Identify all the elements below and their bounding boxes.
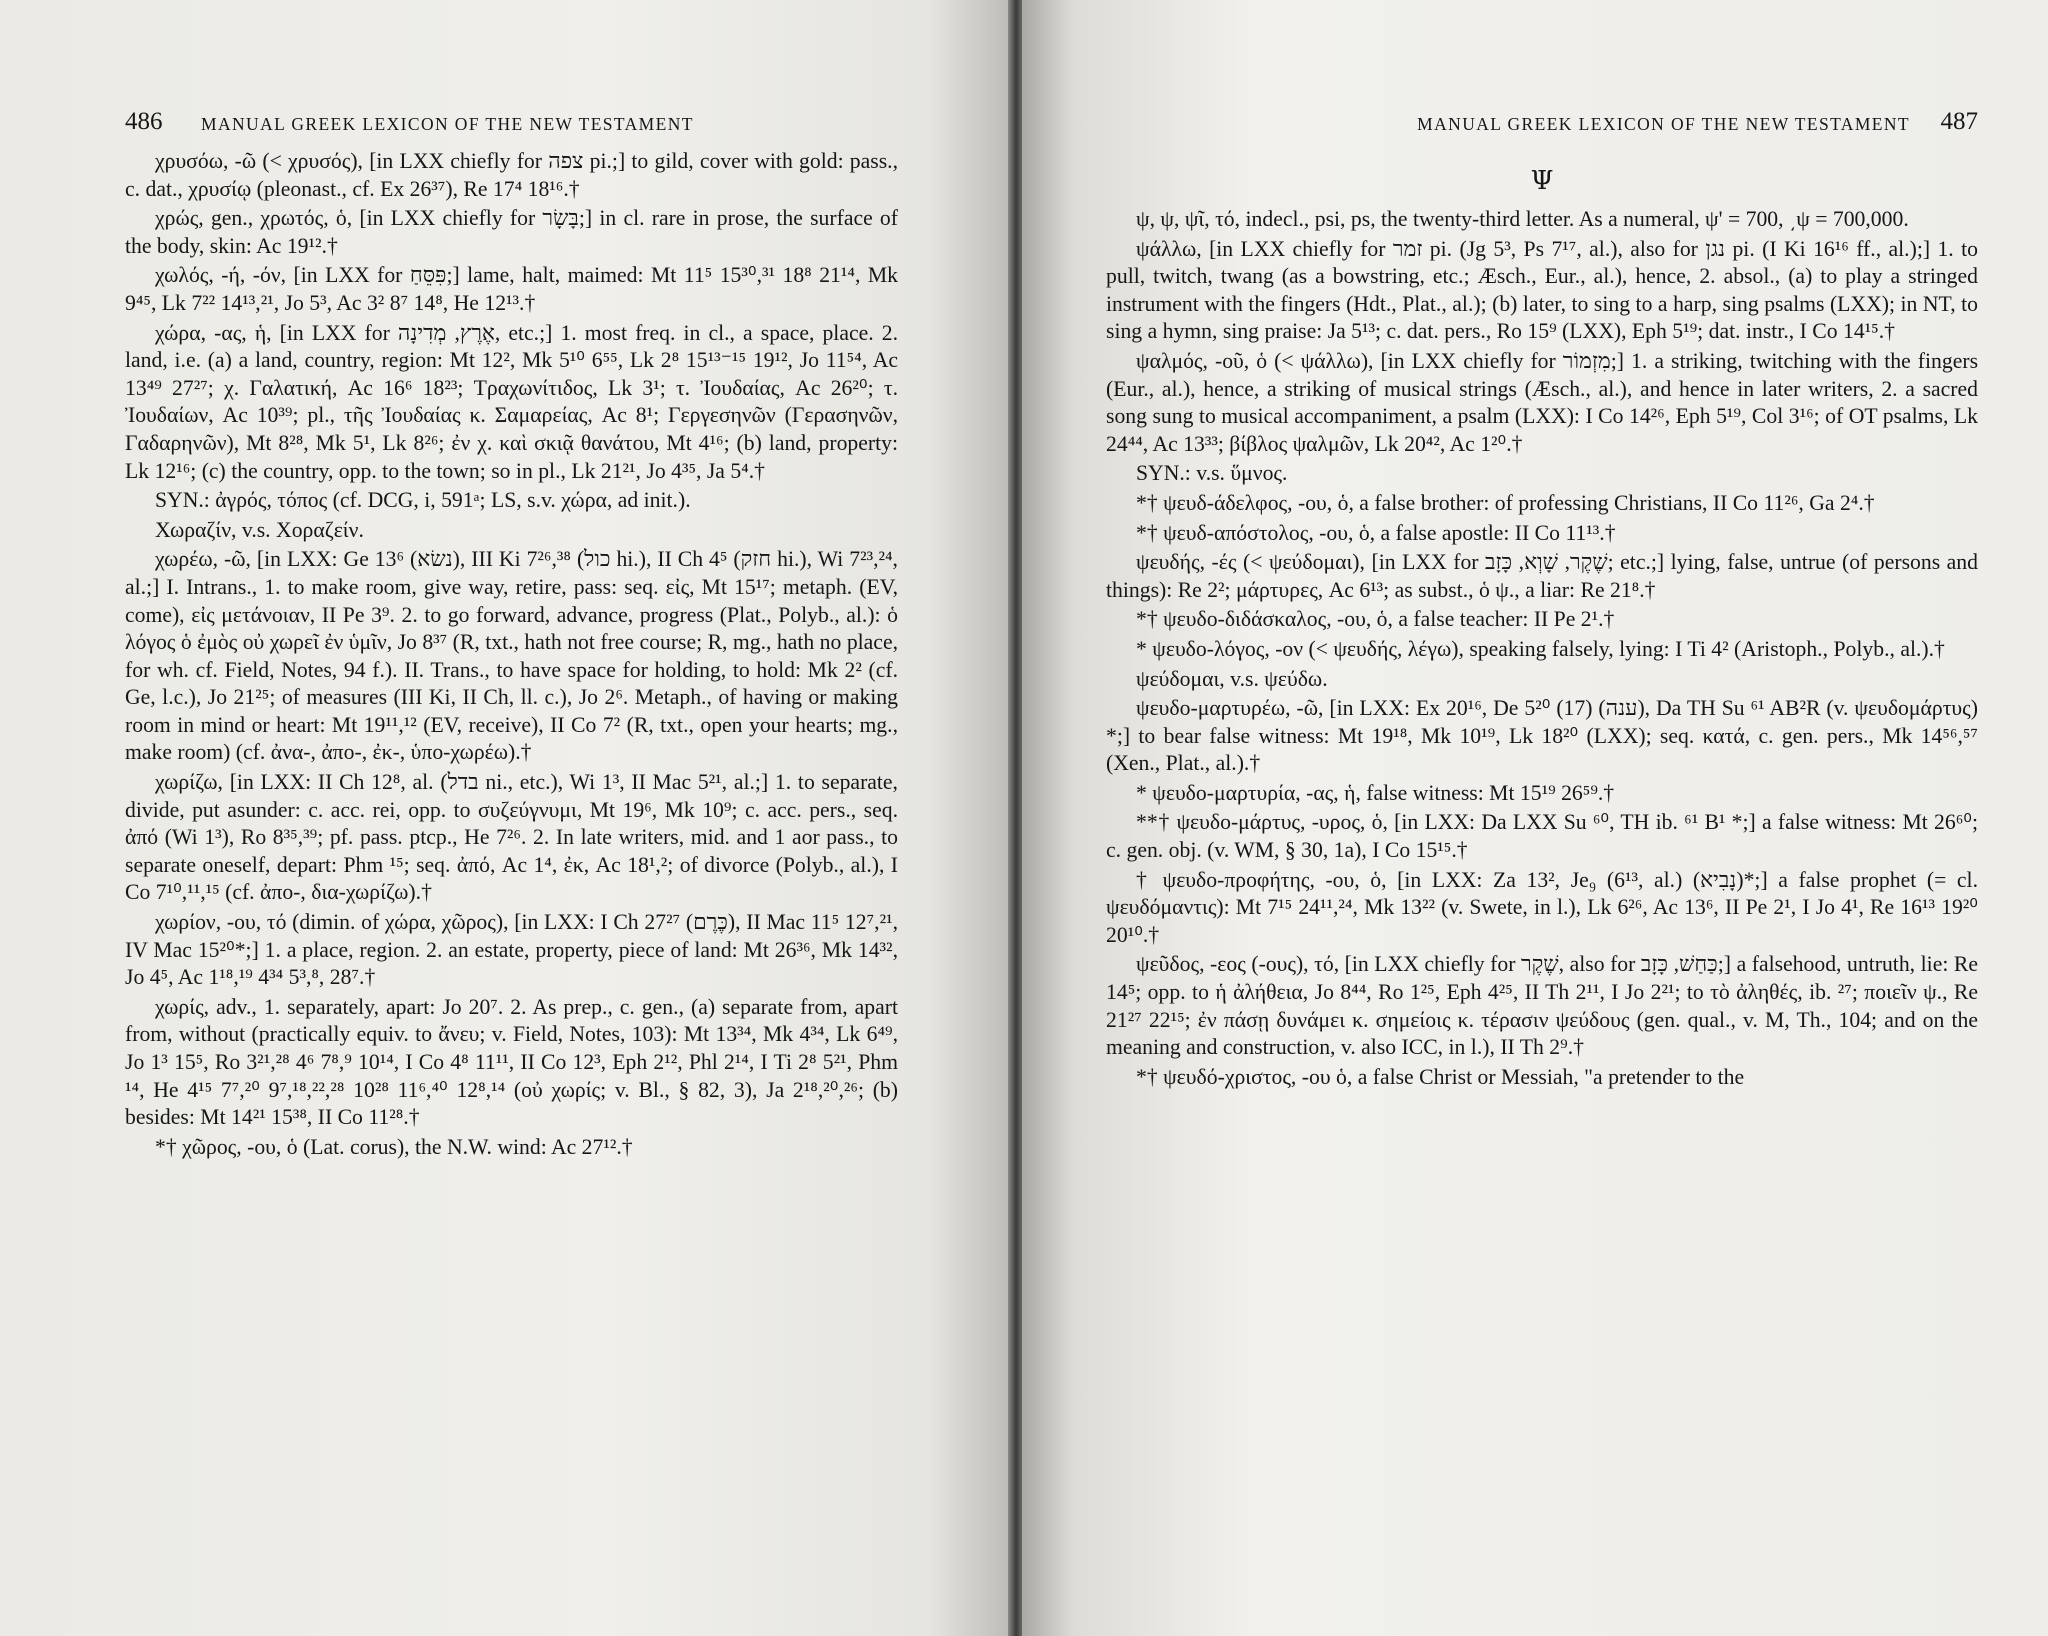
lexicon-entry: **† ψευδο-μάρτυς, -υρος, ὁ, [in LXX: Da LXX Su ⁶⁰, TH ib. ⁶¹ B¹ *;] a false witness: Mt 26⁶⁰; c. gen. obj. (v. WM, § 30, 1a), I Co 15¹⁵.† [1106, 810, 1978, 863]
lexicon-entry: *† ψευδ-απόστολος, -ου, ὁ, a false apostle: II Co 11¹³.† [1136, 520, 1616, 545]
lexicon-entry: ψευδο-μαρτυρέω, -ῶ, [in LXX: Ex 20¹⁶, De 5²⁰ (17) (ענה), Da TH Su ⁶¹ AB²R (v. ψευδομάρτυς) *;] to bear false witness: Mt 19¹⁸, Mk 10¹⁹, Lk 18²⁰ (LXX); seq. κατά, c. gen. pers., Mk 14⁵⁶,⁵⁷ (Xen., Plat., al.).† [1106, 696, 1978, 776]
lexicon-entry: χρυσόω, -ῶ (< χρυσός), [in LXX chiefly for צפה pi.;] to gild, cover with gold: pass., c. dat., χρυσίῳ (pleonast., cf. Ex 26³⁷), Re 17⁴ 18¹⁶.† [125, 149, 899, 201]
lexicon-entry: ψάλλω, [in LXX chiefly for זמר pi. (Jg 5³, Ps 7¹⁷, al.), also for נגן pi. (I Ki 16¹⁶ ff., al.);] 1. to pull, twitch, twang (as a bowstring, etc.; Æsch., Eur., al.), hence, 2. absol., (a) to play a stringed instrument with the fingers (Hdt., Plat., al.); (b) later, to sing to a harp, sing psalms (LXX); in NT, to sing a hymn, sing praise: Ja 5¹³; c. dat. pers., Ro 15⁹ (LXX), Eph 5¹⁹; dat. instr., I Co 14¹⁵.† [1106, 236, 1978, 344]
lexicon-entry: * ψευδο-μαρτυρία, -ας, ἡ, false witness: Mt 15¹⁹ 26⁵⁹.† [1136, 780, 1615, 805]
left-page [0, 0, 1010, 1636]
section-letter: Ψ [1530, 166, 1554, 196]
page-number: 487 [1940, 108, 1978, 135]
right-page-body [1106, 206, 1978, 1091]
lexicon-entry: χωρίς, adv., 1. separately, apart: Jo 20⁷. 2. As prep., c. gen., (a) separate from, apart from, without (practically equiv. to ἄνευ; v. Field, Notes, 103): Mt 13³⁴, Mk 4³⁴, Lk 6⁴⁹, Jo 1³ 15⁵, Ro 3²¹,²⁸ 4⁶ 7⁸,⁹ 10¹⁴, I Co 4⁸ 11¹¹, II Co 12³, Eph 2¹², Phl 2¹⁴, I Ti 2⁸ 5²¹, Phm ¹⁴, He 4¹⁵ 7⁷,²⁰ 9⁷,¹⁸,²²,²⁸ 10²⁸ 11⁶,⁴⁰ 12⁸,¹⁴ (οὐ χωρίς; v. Bl., § 82, 3), Ja 2¹⁸,²⁰,²⁶; (b) besides: Mt 14²¹ 15³⁸, II Co 11²⁸.† [125, 994, 898, 1130]
page-number: 486 [125, 108, 163, 135]
lexicon-entry: ψεῦδος, -εος (-ους), τό, [in LXX chiefly for שֶׁקֶר, also for כַּחַשׁ, כָּזָב;] a falsehood, untruth, lie: Re 14⁵; opp. to ἡ ἀλήθεια, Jo 8⁴⁴, Ro 1²⁵, Eph 4²⁵, II Th 2¹¹, I Jo 2²¹; to τὸ ἀληθές, ib. ²⁷; ποιεῖν ψ., Re 21²⁷ 22¹⁵; ἐν πάσῃ δυνάμει κ. σημείοις κ. τέρασιν ψεύδους (gen. qual., v. M, Th., 104; and on the meaning and construction, v. also ICC, in l.), II Th 2⁹.† [1106, 952, 1978, 1060]
synonym-note: SYN.: v.s. ὕμνος. [1136, 461, 1288, 486]
left-page-header [125, 108, 898, 148]
lexicon-entry: *† ψευδ-άδελφος, -ου, ὁ, a false brother: of professing Christians, II Co 11²⁶, Ga 2⁴.† [1136, 490, 1875, 515]
lexicon-entry: ψ, ψ, ψῖ, τό, indecl., psi, ps, the twenty-third letter. As a numeral, ψ' = 700, ͵ψ = 700,000. [1136, 207, 1909, 231]
lexicon-entry: † ψευδο-προφήτης, -ου, ὁ, [in LXX: Za 13², Je₉ (6¹³, al.) (נָבִיא)*;] a false prophet (= cl. ψευδόμαντις): Mt 7¹⁵ 24¹¹,²⁴, Mk 13²² (v. Swete, in l.), Lk 6²⁶, Ac 13⁶, II Pe 2¹, I Jo 4¹, Re 16¹³ 19²⁰ 20¹⁰.† [1106, 867, 1978, 947]
lexicon-entry: χωρίον, -ου, τό (dimin. of χώρα, χῶρος), [in LXX: I Ch 27²⁷ (כֶּרֶם), II Mac 11⁵ 12⁷,²¹, IV Mac 15²⁰*;] 1. a place, region. 2. an estate, property, piece of land: Mt 26³⁶, Mk 14³², Jo 4⁵, Ac 1¹⁸,¹⁹ 4³⁴ 5³,⁸, 28⁷.† [125, 910, 898, 990]
right-page-header [1106, 108, 1978, 148]
lexicon-entry: *† χῶρος, -ου, ὁ (Lat. corus), the N.W. wind: Ac 27¹².† [155, 1134, 633, 1159]
lexicon-entry: ψευδής, -ές (< ψεύδομαι), [in LXX for שֶׁקֶר, שָׁוְא, כָּזָב; etc.;] lying, false, untrue (of persons and things): Re 2²; μάρτυρες, Ac 6¹³; as subst., ὁ ψ., a liar: Re 21⁸.† [1106, 550, 1978, 602]
lexicon-entry: ψεύδομαι, v.s. ψεύδω. [1136, 666, 1328, 691]
lexicon-entry: χωρίζω, [in LXX: II Ch 12⁸, al. (בדל ni., etc.), Wi 1³, II Mac 5²¹, al.;] 1. to separate, divide, put asunder: c. acc. rei, opp. to συζεύγνυμι, Mt 19⁶, Mk 10⁹; c. acc. pers., seq. ἀπό (Wi 1³), Ro 8³⁵,³⁹; pf. pass. ptcp., He 7²⁶. 2. In late writers, mid. and 1 aor pass., to separate oneself, depart: Phm ¹⁵; seq. ἀπό, Ac 1⁴, ἐκ, Ac 18¹,²; of divorce (Polyb., al.), I Co 7¹⁰,¹¹,¹⁵ (cf. ἀπο-, δια-χωρίζω).† [125, 770, 898, 905]
lexicon-entry: *† ψευδο-διδάσκαλος, -ου, ὁ, a false teacher: II Pe 2¹.† [1136, 607, 1615, 632]
running-title: MANUAL GREEK LEXICON OF THE NEW TESTAMENT [1417, 114, 1910, 134]
lexicon-entry: χώρα, -ας, ἡ, [in LXX for אֶרֶץ, מְדִינָה, etc.;] 1. most freq. in cl., a space, place. 2. land, i.e. (a) a land, country, region: Mt 12², Mk 5¹⁰ 6⁵⁵, Lk 2⁸ 15¹³⁻¹⁵ 19¹², Jo 11⁵⁴, Ac 13⁴⁹ 27²⁷; χ. Γαλατική, Ac 16⁶ 18²³; Τραχωνίτιδος, Lk 3¹; τ. Ἰουδαίας, Ac 26²⁰; τ. Ἰουδαίων, Ac 10³⁹; pl., τῆς Ἰουδαίας κ. Σαμαρείας, Ac 8¹; Γεργεσηνῶν (Γερασηνῶν, Γαδαρηνῶν), Mt 8²⁸, Mk 5¹, Lk 8²⁶; ἐν χ. καὶ σκιᾷ θανάτου, Mt 4¹⁶; (b) land, property: Lk 12¹⁶; (c) the country, opp. to the town; so in pl., Lk 21²¹, Jo 4³⁵, Ja 5⁴.† [125, 320, 898, 483]
lexicon-entry: χρώς, gen., χρωτός, ὁ, [in LXX chiefly for בָּשָׂר;] in cl. rare in prose, the surface of the body, skin: Ac 19¹².† [125, 206, 898, 258]
lexicon-entry: ψαλμός, -οῦ, ὁ (< ψάλλω), [in LXX chiefly for מִזְמוֹר;] 1. a striking, twitching with the fingers (Eur., al.), hence, a striking of musical strings (Æsch., al.), and hence in later writers, 2. a sacred song sung to musical accompaniment, a psalm (LXX): I Co 14²⁶, Eph 5¹⁹, Col 3¹⁶; of OT psalms, Lk 24⁴⁴, Ac 13³³; βίβλος ψαλμῶν, Lk 20⁴², Ac 1²⁰.† [1106, 348, 1979, 456]
running-title: MANUAL GREEK LEXICON OF THE NEW TESTAMENT [201, 114, 694, 134]
lexicon-entry: χωλός, -ή, -όν, [in LXX for פִּסֵּחַ;] lame, halt, maimed: Mt 11⁵ 15³⁰,³¹ 18⁸ 21¹⁴, Mk 9⁴⁵, Lk 7²² 14¹³,²¹, Jo 5³, Ac 3² 8⁷ 14⁸, He 12¹³.† [125, 263, 898, 315]
left-page-body [125, 148, 898, 1161]
lexicon-entry: * ψευδο-λόγος, -ον (< ψευδής, λέγω), speaking falsely, lying: I Ti 4² (Aristoph., Polyb., al.).† [1136, 636, 1945, 661]
lexicon-entry: Χωραζίν, v.s. Χοραζείν. [155, 517, 364, 542]
right-page [1022, 0, 2048, 1636]
synonym-note: SYN.: ἀγρός, τόπος (cf. DCG, i, 591ᵃ; LS, s.v. χώρα, ad init.). [155, 488, 691, 513]
lexicon-entry: *† ψευδό-χριστος, -ου ὁ, a false Christ or Messiah, "a pretender to the [1136, 1064, 1745, 1089]
lexicon-entry: χωρέω, -ῶ, [in LXX: Ge 13⁶ (נשׂא), III Ki 7²⁶,³⁸ (כול hi.), II Ch 4⁵ (חזק hi.), Wi 7²³,²⁴, al.;] I. Intrans., 1. to make room, give way, retire, pass: seq. εἰς, Mt 15¹⁷; metaph. (EV, come), εἰς μετάνοιαν, II Pe 3⁹. 2. to go forward, advance, progress (Plat., Polyb., al.): ὁ λόγος ὁ ἐμὸς οὐ χωρεῖ ἐν ὑμῖν, Jo 8³⁷ (R, txt., hath not free course; R, mg., hath no place, for wh. cf. Field, Notes, 94 f.). II. Trans., to have space for holding, to hold: Mk 2² (cf. Ge, l.c.), Jo 21²⁵; of measures (III Ki, II Ch, ll. c.), Jo 2⁶. Metaph., of having or making room in mind or heart: Mt 19¹¹,¹² (EV, receive), II Co 7² (R, txt., open your hearts; mg., make room) (cf. ἀνα-, ἀπο-, ἐκ-, ὑπο-χωρέω).† [125, 547, 898, 765]
